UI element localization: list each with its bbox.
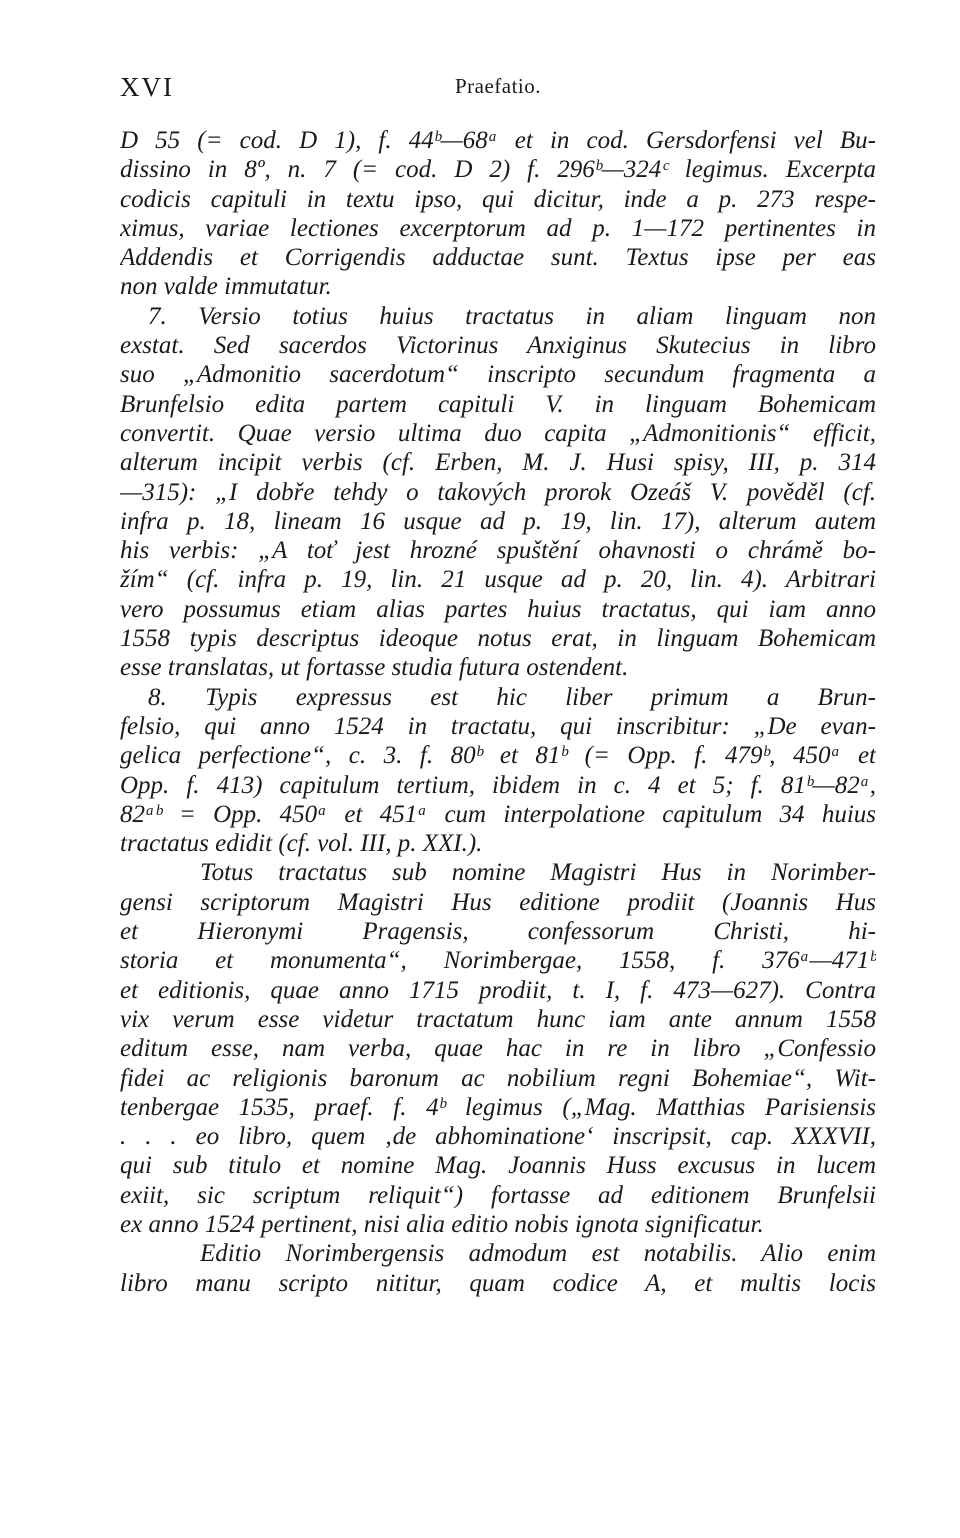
text-line: fidei ac religionis baronum ac nobilium regni Bohemiae“, Wit- — [120, 1064, 876, 1092]
page-header — [120, 72, 876, 112]
text-line: 8. Typis expressus est hic liber primum a Brun- — [148, 683, 876, 711]
text-line: tenbergae 1535, praef. f. 4ᵇ legimus („Mag. Matthias Parisiensis — [120, 1093, 876, 1121]
text-line: et Hieronymi Pragensis, confessorum Christi, hi- — [120, 918, 876, 946]
text-line: Brunfelsio edita partem capituli V. in linguam Bohemicam — [120, 390, 876, 418]
text-line: codicis capituli in textu ipso, qui dicitur, inde a p. 273 respe- — [120, 185, 876, 213]
text-line: 7. Versio totius huius tractatus in aliam linguam non — [148, 302, 876, 330]
body-text — [120, 126, 876, 1298]
text-line: —315): „I dobře tehdy o takových prorok Ozeáš V. pověděl (cf. — [120, 478, 876, 506]
text-line: qui sub titulo et nomine Mag. Joannis Huss excusus in lucem — [120, 1152, 876, 1180]
text-line: exiit, sic scriptum reliquit“) fortasse ad editionem Brunfelsii — [120, 1181, 876, 1209]
running-title: Praefatio. — [454, 74, 542, 98]
text-line: ximus, variae lectiones excerptorum ad p. 1—172 pertinentes in — [120, 214, 876, 242]
text-line: . . . eo libro, quem ‚de abhominatione‘ inscripsit, cap. XXXVII, — [120, 1123, 876, 1151]
text-line: convertit. Quae versio ultima duo capita „Admonitionis“ efficit, — [120, 419, 876, 447]
text-line: alterum incipit verbis (cf. Erben, M. J. Husi spisy, III, p. 314 — [120, 449, 876, 477]
text-line: editum esse, nam verba, quae hac in re in libro „Confessio — [120, 1035, 876, 1063]
text-line: D 55 (= cod. D 1), f. 44ᵇ—68ᵃ et in cod. Gersdorfensi vel Bu- — [120, 127, 876, 154]
text-line: gensi scriptorum Magistri Hus editione prodiit (Joannis Hus — [120, 888, 876, 916]
text-line: libro manu scripto nititur, quam codice A, et multis locis — [120, 1269, 876, 1297]
text-line: felsio, qui anno 1524 in tractatu, qui inscribitur: „De evan- — [120, 712, 876, 740]
text-line: infra p. 18, lineam 16 usque ad p. 19, lin. 17), alterum autem — [120, 507, 876, 535]
text-line: storia et monumenta“, Norimbergae, 1558, f. 376ᵃ—471ᵇ — [120, 947, 876, 975]
text-line: exstat. Sed sacerdos Victorinus Anxiginus Skutecius in libro — [120, 332, 876, 360]
text-line: esse translatas, ut fortasse studia futura ostendent. — [120, 654, 629, 682]
text-line: Opp. f. 413) capitulum tertium, ibidem in c. 4 et 5; f. 81ᵇ—82ᵃ, — [120, 771, 876, 799]
text-line: vix verum esse videtur tractatum hunc iam ante annum 1558 — [120, 1005, 876, 1033]
text-line: gelica perfectione“, c. 3. f. 80ᵇ et 81ᵇ (= Opp. f. 479ᵇ, 450ᵃ et — [120, 742, 876, 770]
text-line: Totus tractatus sub nomine Magistri Hus in Norimber- — [200, 859, 876, 887]
text-line: Addendis et Corrigendis adductae sunt. Textus ipse per eas — [120, 244, 876, 272]
text-line: tractatus edidit (cf. vol. III, p. XXI.). — [120, 830, 483, 858]
text-line: 82ᵃᵇ = Opp. 450ᵃ et 451ᵃ cum interpolatione capitulum 34 huius — [120, 800, 876, 828]
text-line: dissino in 8º, n. 7 (= cod. D 2) f. 296ᵇ—324ᶜ legimus. Excerpta — [120, 156, 876, 184]
text-line: et editionis, quae anno 1715 prodiit, t. I, f. 473—627). Contra — [120, 976, 876, 1004]
text-line: his verbis: „A toť jest hrozné spuštění ohavnosti o chrámě bo- — [120, 537, 876, 565]
text-line: žím“ (cf. infra p. 19, lin. 21 usque ad p. 20, lin. 4). Arbitrari — [120, 566, 876, 594]
text-line: Editio Norimbergensis admodum est notabilis. Alio enim — [200, 1240, 876, 1268]
text-line: 1558 typis descriptus ideoque notus erat, in linguam Bohemicam — [120, 625, 876, 653]
text-line: vero possumus etiam alias partes huius tractatus, qui iam anno — [120, 595, 876, 623]
text-line: suo „Admonitio sacerdotum“ inscripto secundum fragmenta a — [120, 361, 876, 389]
text-line: ex anno 1524 pertinent, nisi alia editio nobis ignota significatur. — [120, 1210, 764, 1238]
page-number: XVI — [120, 72, 174, 102]
text-line: non valde immutatur. — [120, 273, 332, 301]
